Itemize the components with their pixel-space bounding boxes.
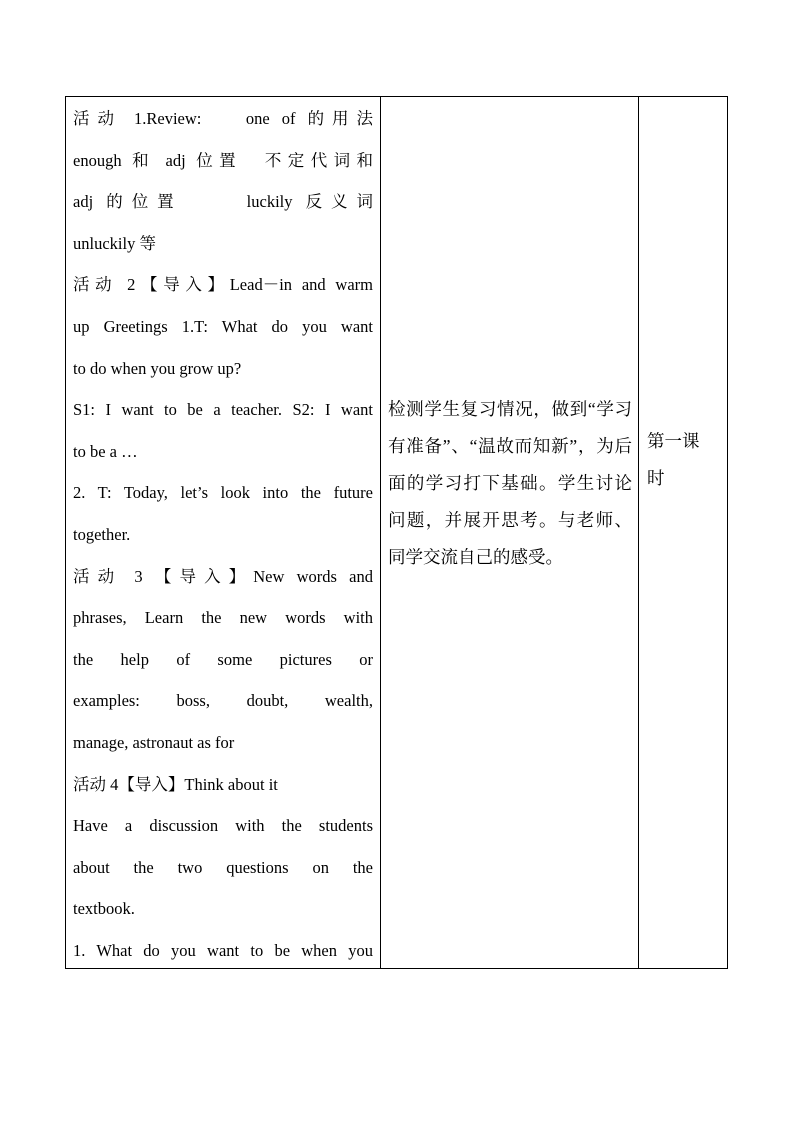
activity-cell [66, 97, 381, 968]
activity-line: phrases, Learn the new words with [73, 608, 373, 628]
activity-line: the help of some pictures or [73, 649, 373, 669]
purpose-text: 检测学生复习情况，做到“学习有准备”、“温故而知新”，为后面的学习打下基础。学生讨论问题，并展开思考。与老师、同学交流自己的感受。 [388, 399, 632, 567]
activity-line: 2. T: Today, let’s look into the future [73, 483, 373, 503]
activity-line: enough 和 adj 位置 不定代词和 [73, 150, 373, 170]
activity-line: together. [73, 524, 131, 544]
purpose-cell [381, 97, 639, 968]
activity-line: 活动 3 【导入】New words and [73, 566, 373, 586]
activity-line: textbook. [73, 899, 135, 919]
period-cell [639, 97, 727, 968]
activity-line: Have a discussion with the students [73, 816, 373, 836]
activity-line: up Greetings 1.T: What do you want [73, 316, 373, 336]
activity-line: unluckily 等 [73, 233, 156, 253]
period-line: 时 [647, 467, 665, 488]
activity-line: manage, astronaut as for [73, 732, 235, 752]
activity-line: to be a … [73, 441, 138, 461]
period-text [647, 423, 700, 497]
activity-line: 活动 1.Review: one of 的用法 [73, 109, 373, 128]
activity-line: 活动 4【导入】Think about it [73, 774, 278, 794]
activity-line: examples: boss, doubt, wealth, [73, 691, 373, 711]
activity-line: about the two questions on the [73, 857, 373, 877]
activity-line: 1. What do you want to be when you [73, 940, 373, 960]
activity-line: 活动 2【导入】Lead－in and warm [73, 275, 373, 295]
activity-line: to do when you grow up? [73, 358, 242, 378]
activity-text [73, 97, 373, 968]
activity-line: adj 的位置 luckily 反义词 [73, 192, 373, 212]
period-line: 第一课 [647, 430, 700, 451]
activity-line: S1: I want to be a teacher. S2: I want [73, 400, 373, 420]
lesson-plan-table [65, 96, 728, 969]
